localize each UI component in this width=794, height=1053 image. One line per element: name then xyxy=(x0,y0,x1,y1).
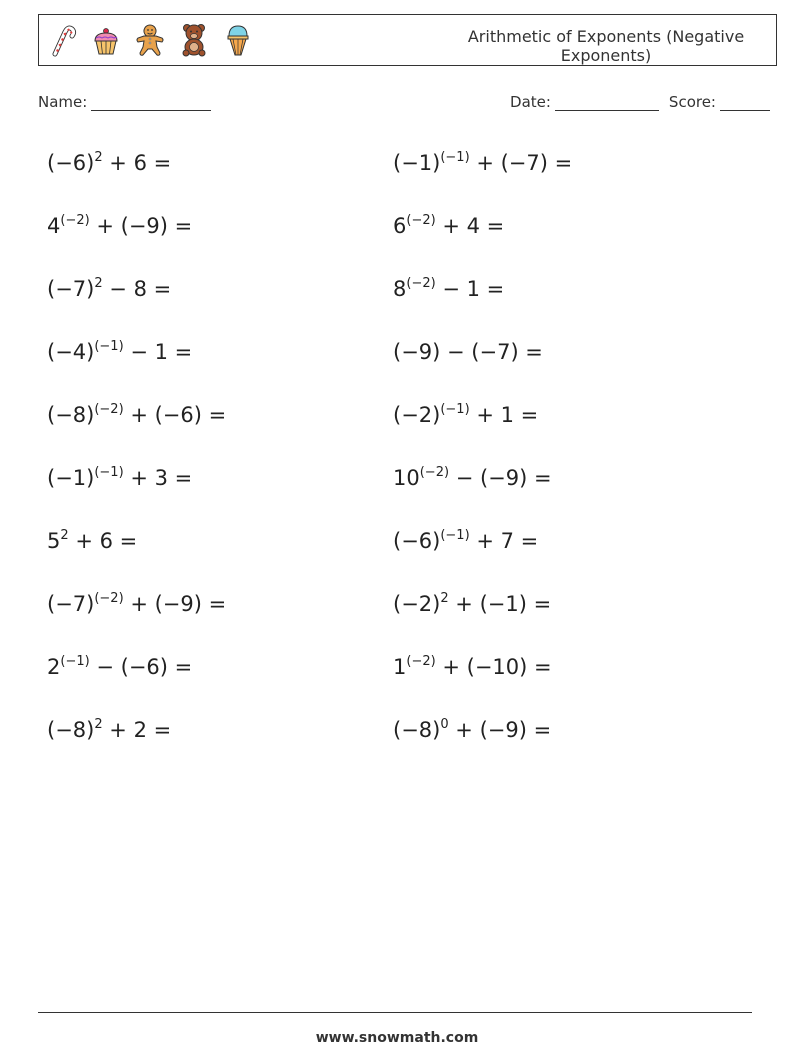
footer-url: www.snowmath.com xyxy=(315,1030,479,1046)
problem-operation: + 3 = xyxy=(123,466,193,490)
cupcake-icon xyxy=(91,23,121,57)
problem-operation: + 2 = xyxy=(102,718,172,742)
problem-item xyxy=(393,400,739,463)
problem-exponent: (−2) xyxy=(406,213,436,228)
problem-row xyxy=(47,211,747,274)
problem-item xyxy=(47,337,393,400)
problem-item xyxy=(393,715,739,778)
problem-item xyxy=(393,526,739,589)
problem-grid xyxy=(47,148,747,778)
problem-exponent: (−2) xyxy=(419,465,450,480)
problem-row xyxy=(47,463,747,526)
problem-base: (−2) xyxy=(393,592,441,616)
problem-base: (−1) xyxy=(393,151,441,175)
problem-base: (−8) xyxy=(47,403,95,427)
problem-item xyxy=(47,211,393,274)
candy-cane-icon xyxy=(47,23,77,57)
problem-operation: + (−6) = xyxy=(123,403,227,427)
problem-operation: + (−1) = xyxy=(448,592,552,616)
problem-base: (−2) xyxy=(393,403,441,427)
problem-operation: − (−9) = xyxy=(449,466,552,490)
problem-operation: + 6 = xyxy=(68,529,138,553)
header-icons xyxy=(47,23,253,57)
problem-base: (−4) xyxy=(47,340,95,364)
problem-base: (−1) xyxy=(47,466,95,490)
worksheet-title: Arithmetic of Exponents (Negative Exponents) xyxy=(467,27,745,65)
problem-item xyxy=(47,274,393,337)
problem-base: (−6) xyxy=(47,151,95,175)
problem-exponent: (−1) xyxy=(60,654,90,669)
problem-base: (−7) xyxy=(47,277,95,301)
problem-operation: + (−9) = xyxy=(89,214,193,238)
problem-item xyxy=(393,274,739,337)
problem-exponent: (−2) xyxy=(94,402,124,417)
date-blank[interactable] xyxy=(555,94,659,111)
problem-row xyxy=(47,148,747,211)
problem-exponent: 2 xyxy=(440,591,449,606)
gingerbread-man-icon xyxy=(135,23,165,57)
ice-cream-icon xyxy=(223,23,253,57)
problem-exponent: (−1) xyxy=(440,402,470,417)
problem-base: (−9) − (−7) = xyxy=(393,340,543,364)
worksheet-header xyxy=(38,14,777,66)
problem-operation: + (−9) = xyxy=(123,592,227,616)
name-label: Name: xyxy=(38,93,88,111)
problem-operation: + (−10) = xyxy=(435,655,552,679)
problem-row xyxy=(47,274,747,337)
problem-item xyxy=(393,463,739,526)
problem-base: 8 xyxy=(393,277,407,301)
student-info-row xyxy=(38,93,770,115)
problem-base: 1 xyxy=(393,655,407,679)
problem-exponent: 2 xyxy=(94,717,103,732)
problem-exponent: (−1) xyxy=(94,465,124,480)
problem-base: 10 xyxy=(393,466,420,490)
problem-operation: + 1 = xyxy=(469,403,539,427)
problem-item xyxy=(47,526,393,589)
problem-row xyxy=(47,337,747,400)
problem-exponent: 2 xyxy=(94,150,103,165)
problem-operation: + (−9) = xyxy=(448,718,552,742)
problem-item xyxy=(393,589,739,652)
footer-divider xyxy=(38,1012,752,1013)
date-label: Date: xyxy=(510,93,551,111)
teddy-bear-icon xyxy=(179,23,209,57)
problem-operation: + 6 = xyxy=(102,151,172,175)
problem-base: 6 xyxy=(393,214,407,238)
problem-operation: − 1 = xyxy=(435,277,505,301)
problem-item xyxy=(47,652,393,715)
name-blank[interactable] xyxy=(91,94,211,111)
problem-operation: − (−6) = xyxy=(89,655,193,679)
problem-exponent: 2 xyxy=(94,276,103,291)
problem-row xyxy=(47,652,747,715)
problem-operation: + 4 = xyxy=(435,214,505,238)
problem-item xyxy=(47,400,393,463)
problem-operation: − 8 = xyxy=(102,277,172,301)
problem-item xyxy=(393,148,739,211)
problem-item xyxy=(393,337,739,400)
problem-base: 4 xyxy=(47,214,61,238)
problem-row xyxy=(47,400,747,463)
problem-operation: + (−7) = xyxy=(469,151,573,175)
problem-exponent: (−1) xyxy=(440,528,470,543)
problem-exponent: (−2) xyxy=(406,276,436,291)
problem-item xyxy=(47,148,393,211)
problem-exponent: 0 xyxy=(440,717,449,732)
problem-base: (−8) xyxy=(47,718,95,742)
problem-item xyxy=(47,589,393,652)
score-blank[interactable] xyxy=(720,94,770,111)
problem-exponent: (−2) xyxy=(406,654,436,669)
problem-item xyxy=(47,463,393,526)
problem-item xyxy=(47,715,393,778)
problem-exponent: (−1) xyxy=(440,150,470,165)
problem-operation: − 1 = xyxy=(123,340,193,364)
problem-operation: + 7 = xyxy=(469,529,539,553)
name-field xyxy=(38,93,211,111)
problem-row xyxy=(47,715,747,778)
problem-base: 5 xyxy=(47,529,61,553)
problem-exponent: (−2) xyxy=(60,213,90,228)
score-label: Score: xyxy=(668,93,716,111)
problem-exponent: 2 xyxy=(60,528,69,543)
problem-exponent: (−1) xyxy=(94,339,124,354)
problem-row xyxy=(47,589,747,652)
problem-item xyxy=(393,211,739,274)
problem-base: 2 xyxy=(47,655,61,679)
problem-base: (−6) xyxy=(393,529,441,553)
problem-row xyxy=(47,526,747,589)
date-score-fields xyxy=(510,93,770,111)
problem-exponent: (−2) xyxy=(94,591,124,606)
problem-item xyxy=(393,652,739,715)
problem-base: (−8) xyxy=(393,718,441,742)
problem-base: (−7) xyxy=(47,592,95,616)
